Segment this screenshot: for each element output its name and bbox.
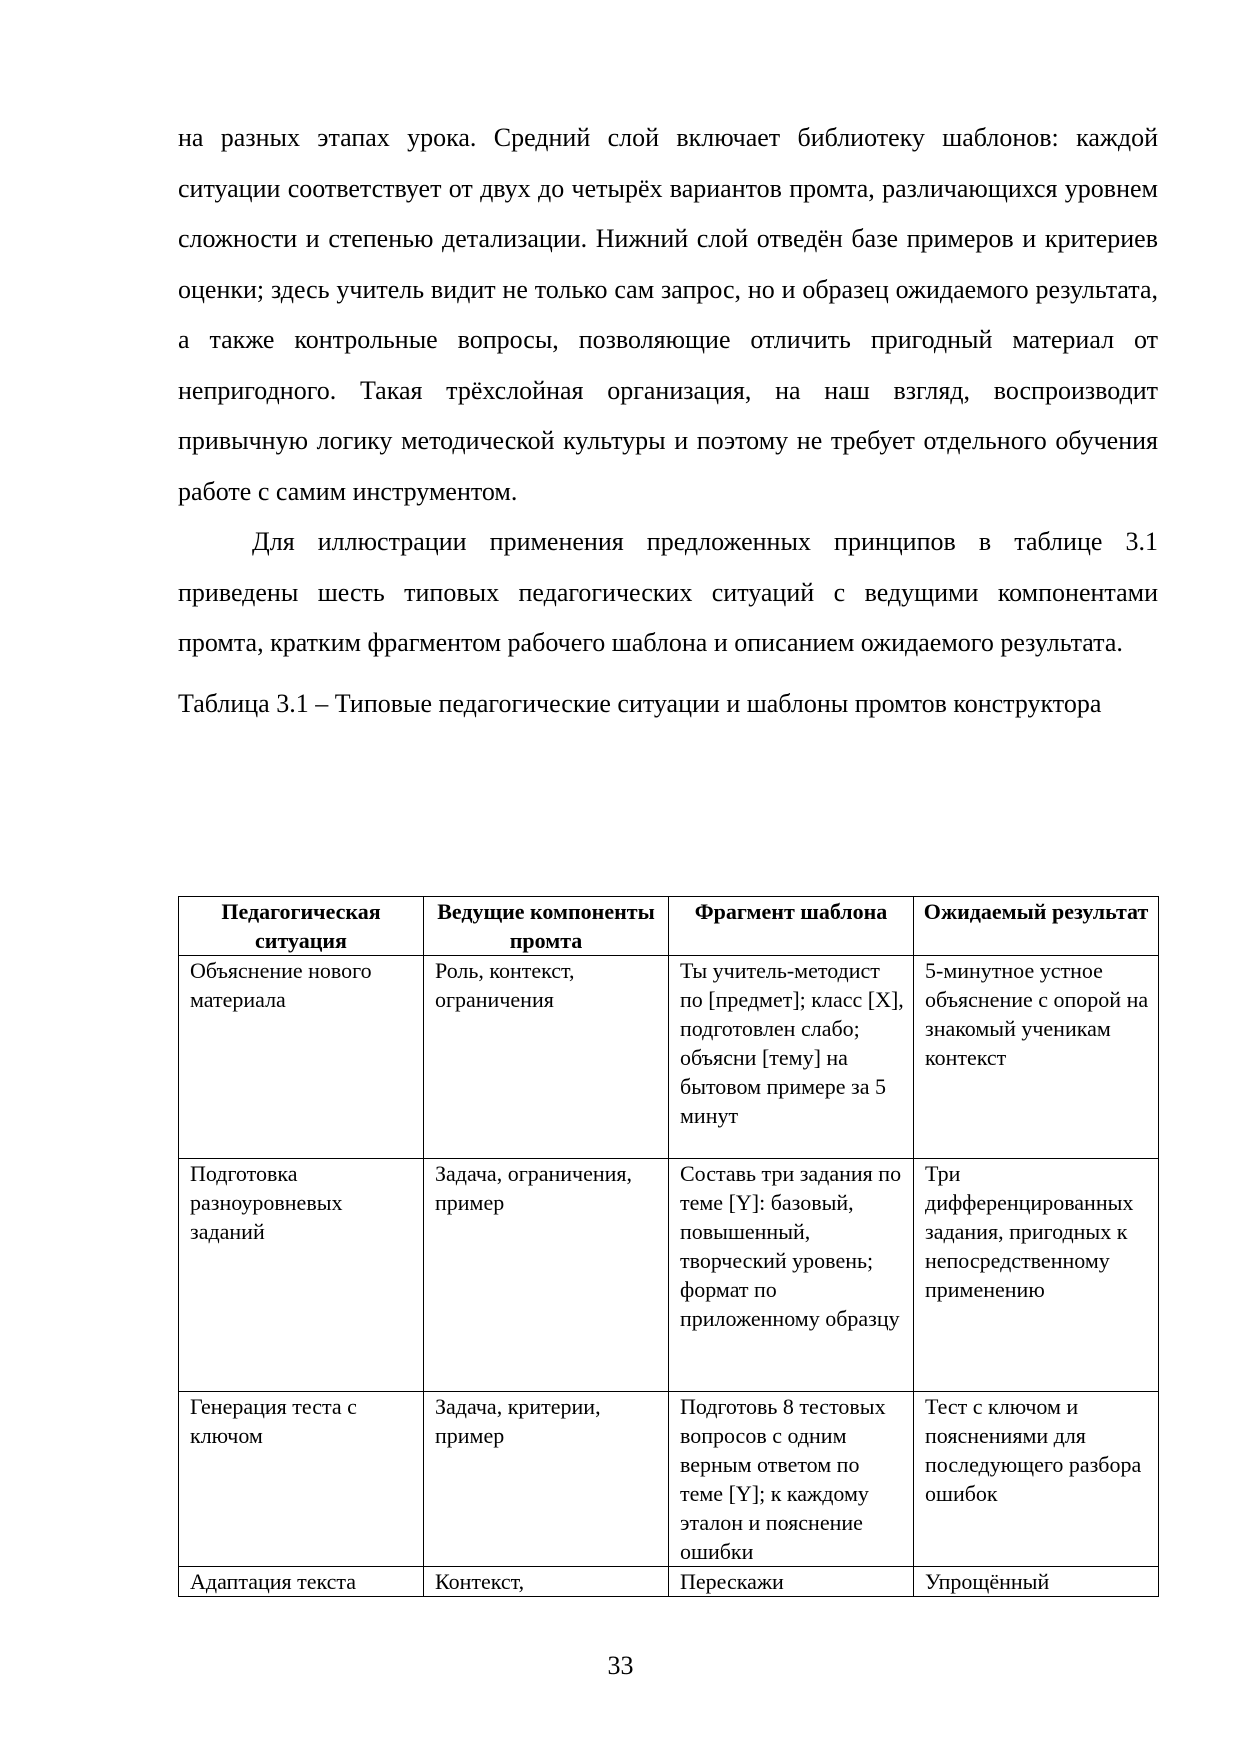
table-row [179, 1159, 1159, 1392]
table-cell: Тест с ключом и пояснениями для последующего разбора ошибок [914, 1392, 1159, 1567]
body-text [178, 113, 1158, 729]
header-components: Ведущие компоненты промта [424, 897, 669, 956]
table-cell: Задача, ограничения, пример [424, 1159, 669, 1392]
header-expected-result: Ожидаемый результат [914, 897, 1159, 956]
table-cell: Составь три задания по теме [Y]: базовый, повышенный, творческий уровень; формат по приложенному образцу [669, 1159, 914, 1392]
table-cell: Подготовка разноуровневых заданий [179, 1159, 424, 1392]
table-row [179, 1392, 1159, 1567]
table-cell: Перескажи [669, 1567, 914, 1597]
table-cell: Подготовь 8 тестовых вопросов с одним верным ответом по теме [Y]; к каждому эталон и пояснение ошибки [669, 1392, 914, 1567]
table-caption: Таблица 3.1 – Типовые педагогические ситуации и шаблоны промтов конструктора [178, 688, 1102, 718]
page-number: 33 [607, 1651, 634, 1680]
table-header-row [179, 897, 1159, 956]
situations-table [178, 896, 1159, 1597]
table-cell: Три дифференцированных задания, пригодных к непосредственному применению [914, 1159, 1159, 1392]
table-cell: 5-минутное устное объяснение с опорой на знакомый ученикам контекст [914, 956, 1159, 1159]
paragraph: Для иллюстрации применения предложенных принципов в таблице 3.1 приведены шесть типовых педагогических ситуаций с ведущими компонентами промта, кратким фрагментом рабочего шаблона и описанием ожидаемого результата. [178, 527, 1158, 657]
table-row [179, 1567, 1159, 1597]
table-cell: Задача, критерии, пример [424, 1392, 669, 1567]
paragraph: на разных этапах урока. Средний слой включает библиотеку шаблонов: каждой ситуации соответствует от двух до четырёх вариантов промта, различающихся уровнем сложности и степенью детализации. Нижний слой отведён базе примеров и критериев оценки; здесь учитель видит не только сам запрос, но и образец ожидаемого результата, а также контрольные вопросы, позволяющие отличить пригодный материал от непригодного. Такая трёхслойная организация, на наш взгляд, воспроизводит привычную логику методической культуры и поэтому не требует отдельного обучения работе с самим инструментом. [178, 123, 1158, 506]
header-template-fragment: Фрагмент шаблона [669, 897, 914, 956]
header-situation: Педагогическая ситуация [179, 897, 424, 956]
table-cell: Генерация теста с ключом [179, 1392, 424, 1567]
table-cell: Роль, контекст, ограничения [424, 956, 669, 1159]
table-row [179, 956, 1159, 1159]
table-cell: Ты учитель-методист по [предмет]; класс [X], подготовлен слабо; объясни [тему] на бытовом примере за 5 минут [669, 956, 914, 1159]
table-cell: Адаптация текста [179, 1567, 424, 1597]
table-cell: Контекст, [424, 1567, 669, 1597]
table-cell: Упрощённый [914, 1567, 1159, 1597]
table-cell: Объяснение нового материала [179, 956, 424, 1159]
